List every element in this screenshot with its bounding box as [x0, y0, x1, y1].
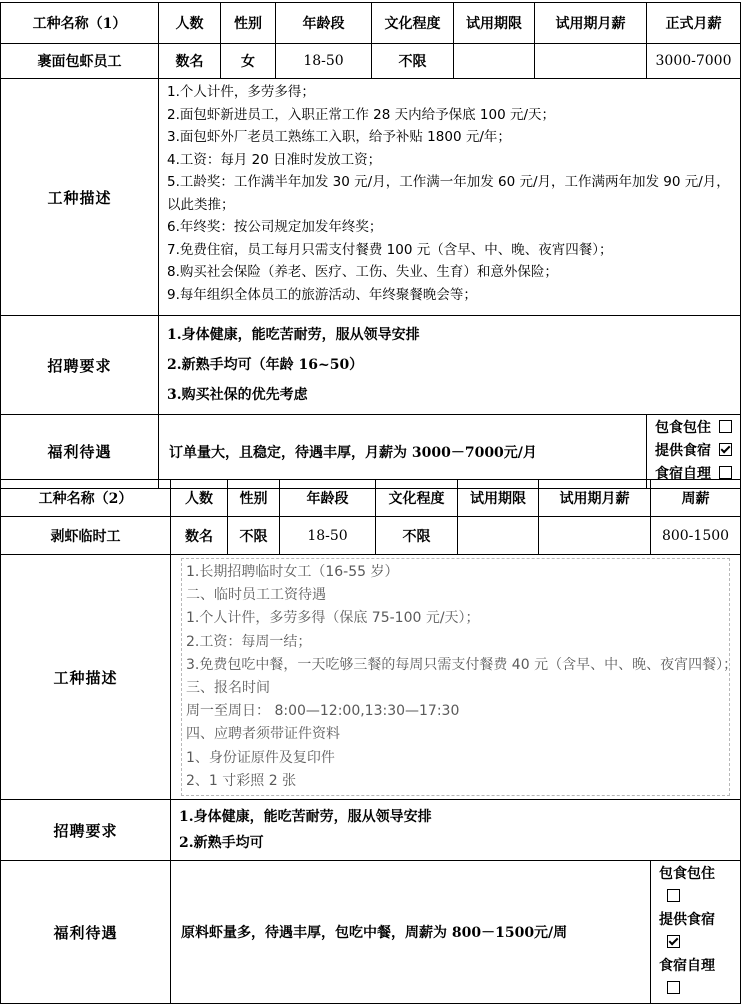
job2-benefits-row — [1, 861, 741, 1004]
description-line: 二、临时员工工资待遇 — [186, 587, 326, 604]
header-education: 文化程度 — [372, 3, 454, 44]
option-self-arranged: 食宿自理 — [659, 955, 732, 1001]
description-line: 8.购买社会保险（养老、医疗、工伤、失业、生育）和意外保险； — [167, 264, 558, 280]
description-box — [181, 558, 738, 796]
job1-table — [0, 2, 741, 489]
description-line: 7.免费住宿，员工每月只需支付餐费 100 元（含早、中、晚、夜宵四餐）； — [167, 241, 613, 258]
header-probation-period: 试用期限 — [458, 480, 539, 517]
option-meals-lodging: 提供食宿 — [655, 440, 732, 463]
job2-benefit-options — [651, 861, 741, 1004]
option-full-board: 包食包住 — [655, 417, 732, 440]
checkbox-icon[interactable] — [667, 889, 680, 902]
value-probation-period — [458, 517, 539, 555]
job2-benefits-text: 原料虾量多，待遇丰厚，包吃中餐，周薪为 800－1500元/周 — [171, 861, 651, 1004]
job1-requirements — [159, 316, 741, 415]
description-line: 1.长期招聘临时女工（16-55 岁） — [186, 564, 399, 580]
requirement-item: 2.新熟手均可（年龄 16~50） — [167, 357, 364, 373]
option-self-arranged: 食宿自理 — [655, 463, 732, 486]
description-line: 4.工资：每月 20 日准时发放工资； — [167, 151, 382, 168]
checkbox-icon[interactable] — [719, 420, 732, 433]
job1-header-row — [1, 3, 741, 44]
requirements-label: 招聘要求 — [1, 316, 159, 415]
value-formal-salary: 3000-7000 — [647, 44, 741, 79]
checkbox-icon[interactable] — [667, 981, 680, 994]
value-age-range: 18-50 — [276, 44, 372, 79]
job1-description-row — [1, 79, 741, 316]
job1-benefit-options — [647, 415, 741, 489]
header-education: 文化程度 — [376, 480, 458, 517]
description-line: 9.每年组织全体员工的旅游活动、年终聚餐晚会等； — [167, 286, 477, 303]
header-age-range: 年龄段 — [276, 3, 372, 44]
checkbox-checked-icon[interactable] — [719, 443, 732, 456]
value-age-range: 18-50 — [280, 517, 376, 555]
checkbox-icon[interactable] — [719, 466, 732, 479]
requirements-label: 招聘要求 — [1, 800, 171, 861]
value-job-name: 裹面包虾员工 — [1, 44, 159, 79]
description-line: 周一至周日： 8:00—12:00,13:30—17:30 — [186, 703, 460, 720]
description-label: 工种描述 — [1, 79, 159, 316]
description-line: 四、应聘者须带证件资料 — [186, 726, 340, 743]
value-education: 不限 — [376, 517, 458, 555]
description-line: 3.免费包吃中餐，一天吃够三餐的每周只需支付餐费 40 元（含早、中、晚、夜宵四餐）； — [186, 656, 738, 673]
header-gender: 性别 — [221, 3, 276, 44]
benefits-label: 福利待遇 — [1, 861, 171, 1004]
description-line: 5.工龄奖：工作满半年加发 30 元/月，工作满一年加发 60 元/月，工作满两年加发 90 元/月， — [167, 174, 730, 190]
requirement-item: 1.身体健康，能吃苦耐劳，服从领导安排 — [167, 327, 420, 343]
value-probation-period — [454, 44, 535, 79]
description-line: 6.年终奖：按公司规定加发年终奖； — [167, 219, 383, 235]
value-headcount: 数名 — [171, 517, 228, 555]
value-gender: 女 — [221, 44, 276, 79]
description-line: 2.面包虾新进员工，入职正常工作 28 天内给予保底 100 元/天； — [167, 106, 556, 123]
value-weekly-salary: 800-1500 — [651, 517, 741, 555]
header-job-name: 工种名称（1） — [1, 3, 159, 44]
header-formal-salary: 正式月薪 — [647, 3, 741, 44]
requirement-item: 3.购买社保的优先考虑 — [167, 387, 308, 403]
description-line: 3.面包虾外厂老员工熟练工入职，给予补贴 1800 元/年； — [167, 129, 511, 145]
header-probation-period: 试用期限 — [454, 3, 535, 44]
benefits-label: 福利待遇 — [1, 415, 159, 489]
value-headcount: 数名 — [159, 44, 221, 79]
value-gender: 不限 — [228, 517, 280, 555]
description-line: 以此类推； — [167, 196, 235, 213]
description-line: 三、报名时间 — [186, 680, 270, 697]
job2-requirements — [171, 800, 741, 861]
requirement-item: 2.新熟手均可 — [179, 835, 264, 852]
header-headcount: 人数 — [171, 480, 228, 517]
header-gender: 性别 — [228, 480, 280, 517]
option-meals-lodging: 提供食宿 — [659, 909, 732, 955]
description-line: 2.工资：每周一结； — [186, 633, 312, 650]
header-probation-salary: 试用期月薪 — [539, 480, 651, 517]
job2-table — [0, 479, 741, 1004]
job1-description — [159, 79, 741, 316]
job1-values-row — [1, 44, 741, 79]
header-job-name: 工种名称（2） — [1, 480, 171, 517]
job1-benefits-row — [1, 415, 741, 489]
job2-description-row — [1, 555, 741, 800]
header-weekly-salary: 周薪 — [651, 480, 741, 517]
description-label: 工种描述 — [1, 555, 171, 800]
job2-requirements-row — [1, 800, 741, 861]
header-probation-salary: 试用期月薪 — [535, 3, 647, 44]
value-probation-salary — [535, 44, 647, 79]
header-age-range: 年龄段 — [280, 480, 376, 517]
description-line: 2、1 寸彩照 2 张 — [186, 772, 297, 789]
value-job-name: 剥虾临时工 — [1, 517, 171, 555]
job2-header-row — [1, 480, 741, 517]
checkbox-checked-icon[interactable] — [667, 935, 680, 948]
description-line: 1、身份证原件及复印件 — [186, 749, 335, 766]
requirement-item: 1.身体健康，能吃苦耐劳，服从领导安排 — [179, 809, 432, 826]
value-probation-salary — [539, 517, 651, 555]
header-headcount: 人数 — [159, 3, 221, 44]
option-full-board: 包食包住 — [659, 863, 732, 909]
value-education: 不限 — [372, 44, 454, 79]
job1-requirements-row — [1, 316, 741, 415]
job2-description — [171, 555, 741, 800]
job2-values-row — [1, 517, 741, 555]
description-line: 1.个人计件，多劳多得（保底 75-100 元/天）； — [186, 610, 480, 627]
job1-benefits-text: 订单量大，且稳定，待遇丰厚，月薪为 3000－7000元/月 — [159, 415, 647, 489]
description-line: 1.个人计件，多劳多得； — [167, 84, 315, 100]
